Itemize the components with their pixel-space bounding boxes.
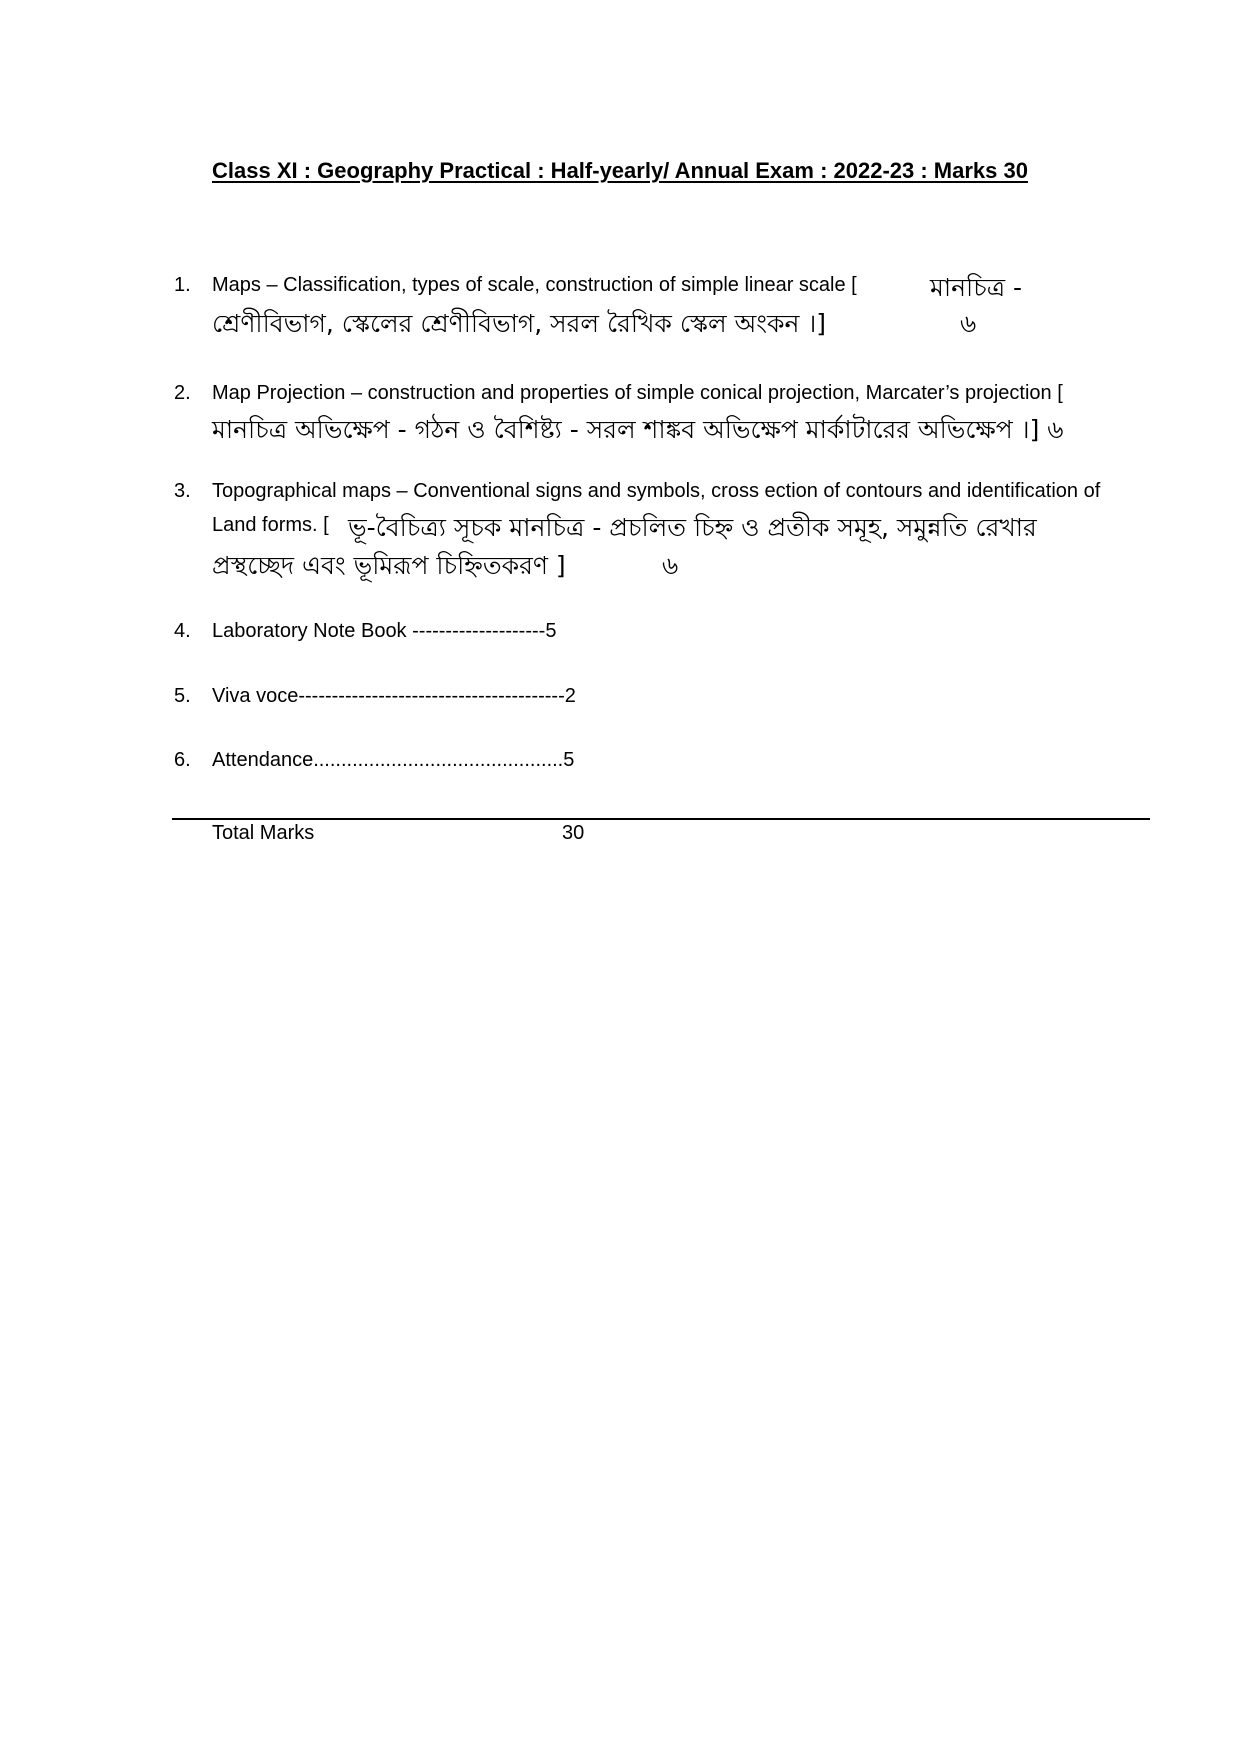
item-number: 1. (174, 274, 191, 296)
item-number: 4. (174, 620, 191, 642)
item-text: Laboratory Note Book --------------------5 (212, 620, 557, 642)
item-number: 6. (174, 749, 191, 771)
item-bengali-text: মানচিত্র - (930, 273, 1023, 302)
horizontal-divider (172, 818, 1150, 820)
item-bengali-text: ভূ-বৈচিত্র্য সূচক মানচিত্র - প্রচলিত চিহ্ন ও প্রতীক সমূহ, সমুন্নতি রেখার (348, 513, 1037, 542)
item-bengali-text: প্রস্থচ্ছেদ এবং ভূমিরূপ চিহ্নিতকরণ ] (212, 551, 566, 580)
item-english-text: Map Projection – construction and properties of simple conical projection, Marcater’s projection [ (212, 382, 1063, 404)
item-marks: ৬ (960, 309, 977, 338)
item-number: 3. (174, 480, 191, 502)
item-english-text: Land forms. [ (212, 514, 329, 536)
total-value: 30 (562, 822, 585, 844)
item-english-text: Maps – Classification, types of scale, construction of simple linear scale [ (212, 274, 857, 296)
item-text: Viva voce----------------------------------------2 (212, 685, 576, 707)
item-marks: ৬ (662, 551, 679, 580)
total-label: Total Marks (212, 822, 315, 844)
item-number: 2. (174, 382, 191, 404)
item-english-text: Topographical maps – Conventional signs and symbols, cross ection of contours and identification of (212, 480, 1101, 502)
item-text: Attendance.............................................5 (212, 749, 575, 771)
item-bengali-text: মানচিত্র অভিক্ষেপ - গঠন ও বৈশিষ্ট্য - সরল শাঙ্কব অভিক্ষেপ মার্কাটারের অভিক্ষেপ ।] ৬ (212, 415, 1064, 444)
item-number: 5. (174, 685, 191, 707)
page-title: Class XI : Geography Practical : Half-yearly/ Annual Exam : 2022-23 : Marks 30 (212, 158, 1028, 183)
item-bengali-text: শ্রেণীবিভাগ, স্কেলের শ্রেণীবিভাগ, সরল রৈখিক স্কেল অংকন ।] (212, 309, 827, 338)
